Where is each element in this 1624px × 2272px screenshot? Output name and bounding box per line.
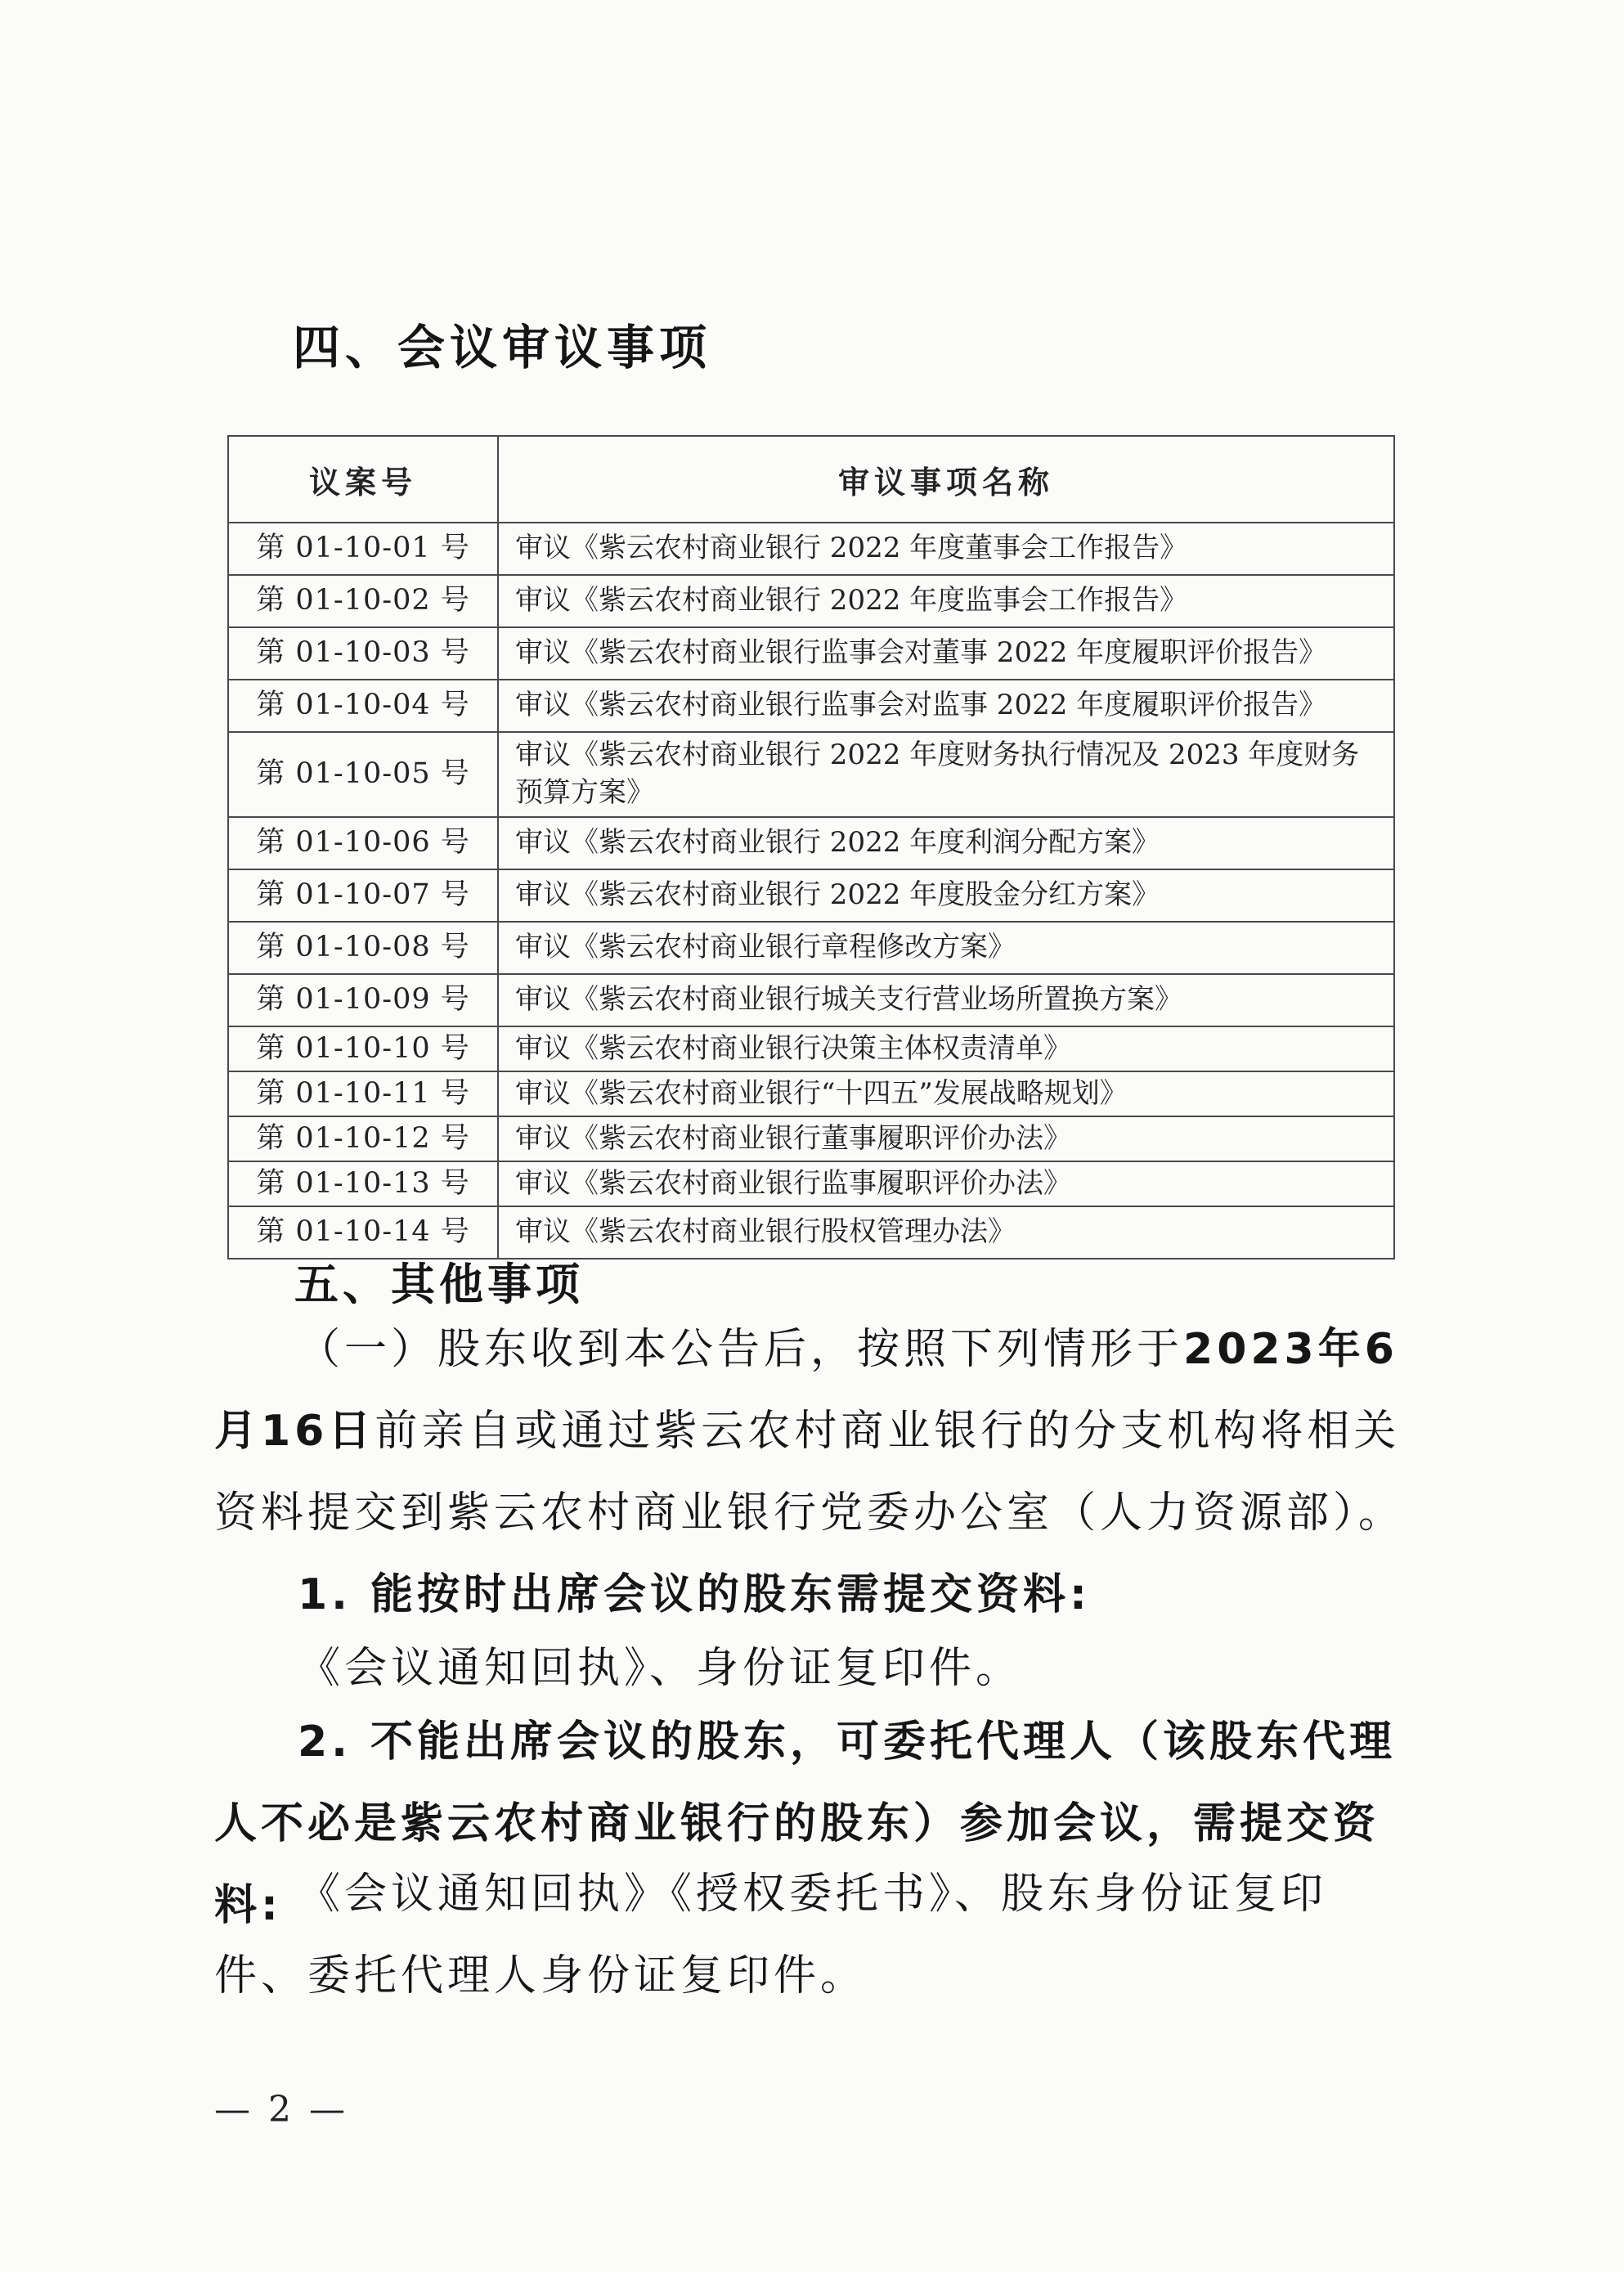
section-4-heading: 四、会议审议事项	[293, 320, 712, 375]
item-1-documents: 《会议通知回执》、身份证复印件。	[298, 1644, 1023, 1693]
section-5-heading: 五、其他事项	[294, 1259, 584, 1310]
submission-paragraph	[214, 1309, 1416, 1554]
page-number: — 2 —	[214, 2089, 348, 2131]
column-header-proposal-no: 议案号	[228, 436, 498, 523]
proposal-number: 第 01-10-03 号	[228, 627, 498, 680]
proposal-number: 第 01-10-13 号	[228, 1161, 498, 1206]
table-row	[228, 1161, 1394, 1206]
proposal-name: 审议《紫云农村商业银行城关支行营业场所置换方案》	[498, 974, 1394, 1026]
table-row	[228, 523, 1394, 575]
proposal-number: 第 01-10-07 号	[228, 869, 498, 922]
table-row	[228, 817, 1394, 869]
proposal-name: 审议《紫云农村商业银行监事会对董事 2022 年度履职评价报告》	[498, 627, 1394, 680]
item-2-documents: 《会议通知回执》《授权委托书》、股东身份证复印件、委托代理人身份证复印件。	[214, 1870, 1328, 2000]
proposal-name: 审议《紫云农村商业银行监事履职评价办法》	[498, 1161, 1394, 1206]
table-row	[228, 922, 1394, 974]
proposal-number: 第 01-10-10 号	[228, 1026, 498, 1071]
item-2-title-text: 2. 不能出席会议的股东，可委托代理人（该股东代理人不必是紫云农村商业银行的股东）参加会议，需提交资料:	[214, 1717, 1397, 1930]
agenda-table	[227, 435, 1395, 1259]
table-row	[228, 869, 1394, 922]
table-row	[228, 732, 1394, 817]
table-row	[228, 974, 1394, 1026]
proposal-number: 第 01-10-02 号	[228, 575, 498, 627]
table-row	[228, 680, 1394, 732]
proposal-name: 审议《紫云农村商业银行 2022 年度财务执行情况及 2023 年度财务预算方案》	[498, 732, 1394, 817]
proposal-number: 第 01-10-08 号	[228, 922, 498, 974]
proposal-number: 第 01-10-12 号	[228, 1116, 498, 1161]
proposal-number: 第 01-10-05 号	[228, 732, 498, 817]
submission-text-end: 前亲自或通过紫云农村商业银行的分支机构将相关资料提交到紫云农村商业银行党委办公室（人力资源部）。	[214, 1407, 1406, 1538]
table-header-row	[228, 436, 1394, 523]
proposal-number: 第 01-10-14 号	[228, 1206, 498, 1259]
proposal-name: 审议《紫云农村商业银行“十四五”发展战略规划》	[498, 1071, 1394, 1116]
table-row	[228, 1116, 1394, 1161]
proposal-name: 审议《紫云农村商业银行决策主体权责清单》	[498, 1026, 1394, 1071]
proposal-name: 审议《紫云农村商业银行 2022 年度股金分红方案》	[498, 869, 1394, 922]
proposal-name: 审议《紫云农村商业银行董事履职评价办法》	[498, 1116, 1394, 1161]
table-row	[228, 575, 1394, 627]
proposal-name: 审议《紫云农村商业银行 2022 年度董事会工作报告》	[498, 523, 1394, 575]
proposal-number: 第 01-10-04 号	[228, 680, 498, 732]
submission-deadline-date: 2023年6月16日	[214, 1325, 1398, 1456]
proposal-number: 第 01-10-09 号	[228, 974, 498, 1026]
table-row	[228, 1071, 1394, 1116]
proposal-number: 第 01-10-06 号	[228, 817, 498, 869]
proposal-number: 第 01-10-11 号	[228, 1071, 498, 1116]
proposal-name: 审议《紫云农村商业银行 2022 年度监事会工作报告》	[498, 575, 1394, 627]
proposal-name: 审议《紫云农村商业银行 2022 年度利润分配方案》	[498, 817, 1394, 869]
column-header-item-name: 审议事项名称	[498, 436, 1394, 523]
submission-text-start: （一）股东收到本公告后，按照下列情形于	[298, 1325, 1184, 1374]
proposal-name: 审议《紫云农村商业银行章程修改方案》	[498, 922, 1394, 974]
proposal-number: 第 01-10-01 号	[228, 523, 498, 575]
item-1-title: 1. 能按时出席会议的股东需提交资料:	[298, 1570, 1091, 1619]
proposal-name: 审议《紫云农村商业银行股权管理办法》	[498, 1206, 1394, 1259]
table-row	[228, 1026, 1394, 1071]
table-row	[228, 627, 1394, 680]
proposal-name: 审议《紫云农村商业银行监事会对监事 2022 年度履职评价报告》	[498, 680, 1394, 732]
